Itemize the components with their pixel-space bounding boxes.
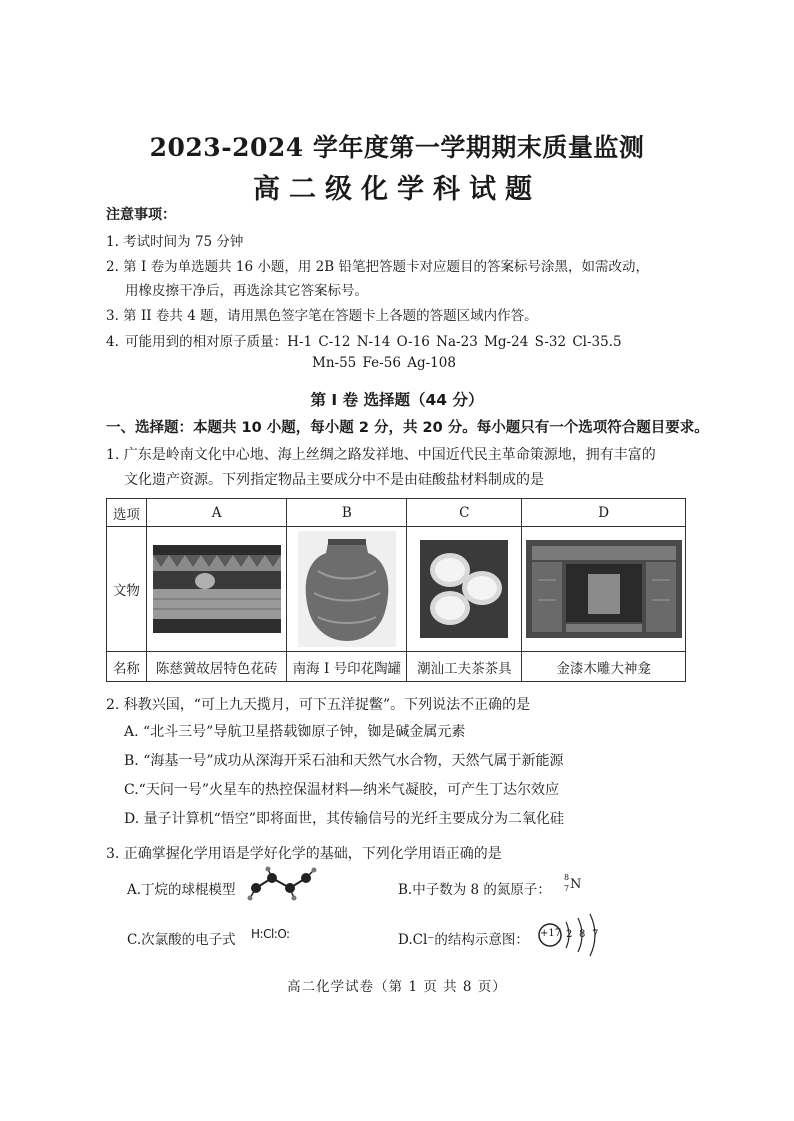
artifact-b-cell	[287, 527, 407, 652]
page-footer: 高二化学试卷（第 1 页 共 8 页）	[287, 979, 507, 995]
shell-electrons: 8	[579, 929, 586, 940]
nuclide-symbol: N	[570, 877, 582, 892]
butane-ball-stick-icon	[246, 866, 318, 902]
question-2-option-a: A. “北斗三号”导航卫星搭载铷原子钟，铷是碱金属元素	[124, 724, 466, 740]
question-2-option-c: C.“天问一号”火星车的热控保温材料—纳米气凝胶，可产生丁达尔效应	[124, 782, 559, 798]
shell-electrons: 7	[592, 929, 599, 940]
part-heading: 一、选择题：本题共 10 小题，每小题 2 分，共 20 分。每小题只有一个选项符合题目要求。	[106, 420, 709, 436]
porcelain-jar-image	[298, 531, 396, 647]
shell-electrons: 2	[566, 929, 573, 940]
artifact-name-a: 陈慈黉故居特色花砖	[146, 652, 286, 682]
row-label-artifact: 文物	[107, 527, 147, 652]
note-item: 3. 第 II 卷共 4 题，请用黑色签字笔在答题卡上各题的答题区域内作答。	[106, 308, 538, 324]
artifact-name-c: 潮汕工夫茶茶具	[407, 652, 522, 682]
question-3-option-b: B.中子数为 8 的氮原子：	[398, 882, 551, 898]
option-header-d: D	[522, 499, 686, 527]
hypochlorous-electron-formula: H:Cl:O:	[251, 927, 290, 941]
question-1-stem-continued: 文化遗产资源。下列指定物品主要成分中不是由硅酸盐材料制成的是	[124, 472, 544, 488]
artifact-name-d: 金漆木雕大神龛	[522, 652, 686, 682]
artifact-a-cell	[146, 527, 286, 652]
artifact-c-cell	[407, 527, 522, 652]
option-header-a: A	[146, 499, 286, 527]
question-3-stem: 3. 正确掌握化学用语是学好化学的基础，下列化学用语正确的是	[106, 846, 502, 862]
note-item-continuation: Mn-55 Fe-56 Ag-108	[312, 355, 456, 371]
row-label-option: 选项	[107, 499, 147, 527]
wood-shrine-image	[526, 540, 682, 638]
tea-set-image	[420, 540, 508, 638]
question-2-option-b: B. “海基一号”成功从深海开采石油和天然气水合物，天然气属于新能源	[124, 753, 564, 769]
question-3-option-d: D.Cl⁻的结构示意图：	[398, 932, 529, 948]
option-header-b: B	[287, 499, 407, 527]
note-item: 4. 可能用到的相对原子质量：H-1 C-12 N-14 O-16 Na-23 Mg-24 S-32 Cl-35.5	[106, 334, 622, 350]
exam-title: 2023-2024 学年度第一学期期末质量监测	[149, 133, 645, 162]
nuclide-atomic-number: 7	[564, 884, 570, 893]
row-label-name: 名称	[107, 652, 147, 682]
section-heading: 第 I 卷 选择题（44 分）	[310, 391, 484, 409]
chloride-ion-structure-diagram	[536, 912, 606, 958]
question-2-option-d: D. 量子计算机“悟空”即将面世，其传输信号的光纤主要成分为二氧化硅	[124, 811, 564, 827]
note-item: 2. 第 I 卷为单选题共 16 小题，用 2B 铅笔把答题卡对应题目的答案标号涂黑，如需改动，	[106, 259, 649, 275]
notes-heading: 注意事项：	[106, 207, 176, 223]
nuclide-mass-number: 8	[564, 873, 570, 882]
note-item: 1. 考试时间为 75 分钟	[106, 234, 244, 250]
exam-subtitle: 高二级化学科试题	[253, 174, 541, 205]
artifact-name-b: 南海 I 号印花陶罐	[287, 652, 407, 682]
nucleus-charge: +17	[540, 928, 562, 939]
note-item-continuation: 用橡皮擦干净后，再选涂其它答案标号。	[125, 283, 368, 299]
question-1-table	[106, 498, 686, 682]
option-header-c: C	[407, 499, 522, 527]
question-3-option-c: C.次氯酸的电子式	[127, 932, 236, 948]
artifact-d-cell	[522, 527, 686, 652]
question-3-option-a: A.丁烷的球棍模型	[127, 882, 236, 898]
question-2-stem: 2. 科教兴国，“可上九天揽月，可下五洋捉鳖”。下列说法不正确的是	[106, 697, 531, 713]
carved-brick-image	[153, 545, 281, 633]
nitrogen-nuclide	[564, 873, 580, 897]
question-1-stem: 1. 广东是岭南文化中心地、海上丝绸之路发祥地、中国近代民主革命策源地，拥有丰富的	[106, 447, 656, 463]
